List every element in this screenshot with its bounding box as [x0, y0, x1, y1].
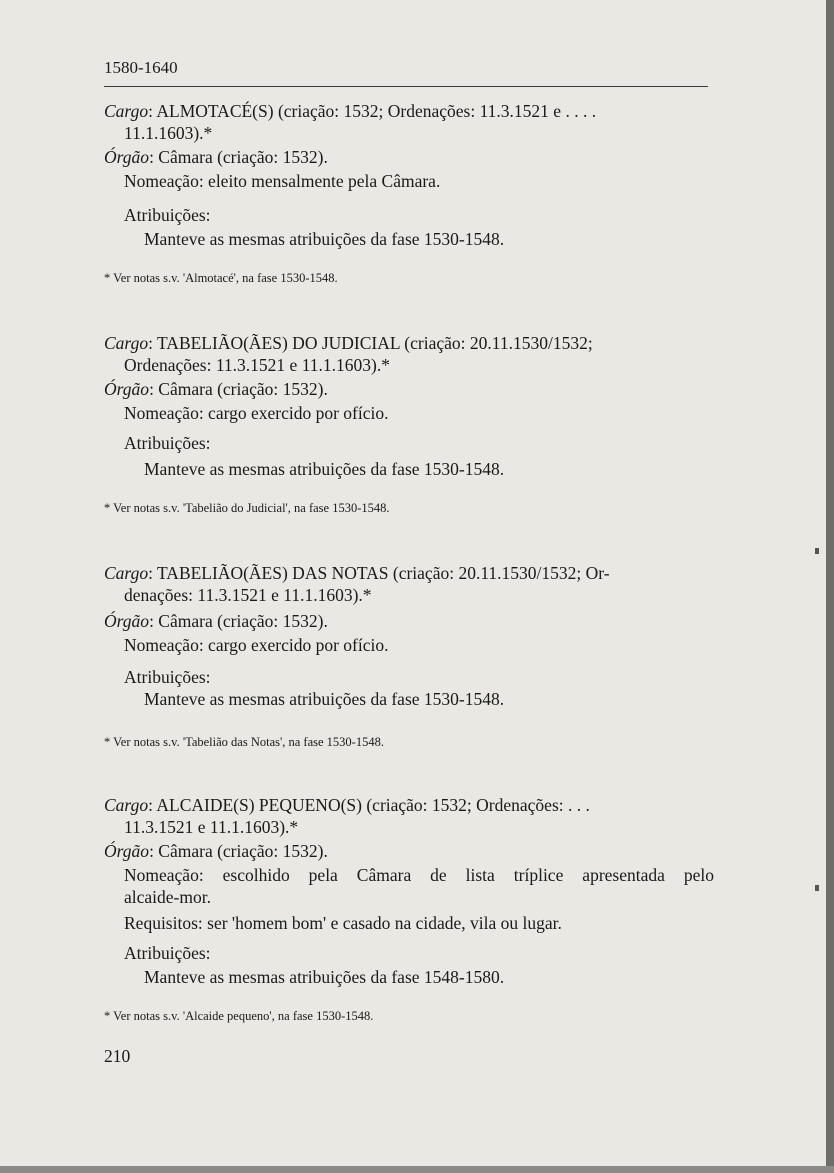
orgao-text: : Câmara (criação: 1532).: [149, 379, 328, 399]
cargo-continuation: Ordenações: 11.3.1521 e 11.1.1603).*: [124, 355, 391, 375]
nomeacao-line: Nomeação: cargo exercido por ofício.: [124, 403, 389, 423]
cargo-continuation: 11.3.1521 e 11.1.1603).*: [124, 817, 299, 837]
orgao-label: Órgão: [104, 841, 150, 861]
header-rule: [104, 86, 708, 87]
atribuicoes-text: Manteve as mesmas atribuições da fase 1530-1548.: [144, 459, 505, 479]
atribuicoes-heading: Atribuições:: [124, 943, 211, 963]
cargo-line: [104, 794, 590, 816]
orgao-text: : Câmara (criação: 1532).: [149, 611, 328, 631]
scan-speck: [815, 885, 819, 891]
orgao-label: Órgão: [104, 611, 150, 631]
cargo-continuation: 11.1.1603).*: [124, 123, 213, 143]
cargo-continuation: denações: 11.3.1521 e 11.1.1603).*: [124, 585, 372, 605]
page-number: 210: [104, 1046, 131, 1066]
cargo-line: [104, 332, 593, 354]
orgao-line: [104, 378, 328, 400]
footnote: * Ver notas s.v. 'Alcaide pequeno', na fase 1530-1548.: [104, 1009, 374, 1023]
cargo-text: : ALMOTACÉ(S) (criação: 1532; Ordenações: 11.3.1521 e . . . .: [148, 101, 597, 121]
scan-speck: [815, 548, 819, 554]
footnote: * Ver notas s.v. 'Tabelião das Notas', na fase 1530-1548.: [104, 735, 384, 749]
atribuicoes-text: Manteve as mesmas atribuições da fase 1530-1548.: [144, 689, 505, 709]
atribuicoes-heading: Atribuições:: [124, 433, 211, 453]
orgao-label: Órgão: [104, 379, 150, 399]
cargo-label: Cargo: [104, 101, 149, 121]
atribuicoes-heading: Atribuições:: [124, 205, 211, 225]
nomeacao-line: Nomeação: cargo exercido por ofício.: [124, 635, 389, 655]
footnote: * Ver notas s.v. 'Tabelião do Judicial', na fase 1530-1548.: [104, 501, 390, 515]
cargo-text: : TABELIÃO(ÃES) DO JUDICIAL (criação: 20.11.1530/1532;: [148, 333, 593, 353]
atribuicoes-heading: Atribuições:: [124, 667, 211, 687]
orgao-text: : Câmara (criação: 1532).: [149, 147, 328, 167]
orgao-line: [104, 146, 328, 168]
cargo-text: : ALCAIDE(S) PEQUENO(S) (criação: 1532; Ordenações: . . .: [148, 795, 590, 815]
cargo-line: [104, 562, 610, 584]
orgao-text: : Câmara (criação: 1532).: [149, 841, 328, 861]
nomeacao-line: Nomeação: eleito mensalmente pela Câmara.: [124, 171, 441, 191]
requisitos-line: Requisitos: ser 'homem bom' e casado na cidade, vila ou lugar.: [124, 913, 562, 933]
cargo-label: Cargo: [104, 563, 149, 583]
orgao-line: [104, 610, 328, 632]
cargo-text: : TABELIÃO(ÃES) DAS NOTAS (criação: 20.11.1530/1532; Or-: [148, 563, 610, 583]
orgao-label: Órgão: [104, 147, 150, 167]
cargo-label: Cargo: [104, 795, 149, 815]
atribuicoes-text: Manteve as mesmas atribuições da fase 1548-1580.: [144, 967, 505, 987]
orgao-line: [104, 840, 328, 862]
footnote: * Ver notas s.v. 'Almotacé', na fase 1530-1548.: [104, 271, 338, 285]
cargo-line: [104, 100, 596, 122]
nomeacao-line: [124, 864, 714, 886]
page-header-range: 1580-1640: [104, 58, 178, 77]
nomeacao-text: Nomeação: escolhido pela Câmara de lista tríplice apresentada pelo: [124, 865, 714, 885]
cargo-label: Cargo: [104, 333, 149, 353]
nomeacao-continuation: alcaide-mor.: [124, 887, 211, 907]
atribuicoes-text: Manteve as mesmas atribuições da fase 1530-1548.: [144, 229, 505, 249]
